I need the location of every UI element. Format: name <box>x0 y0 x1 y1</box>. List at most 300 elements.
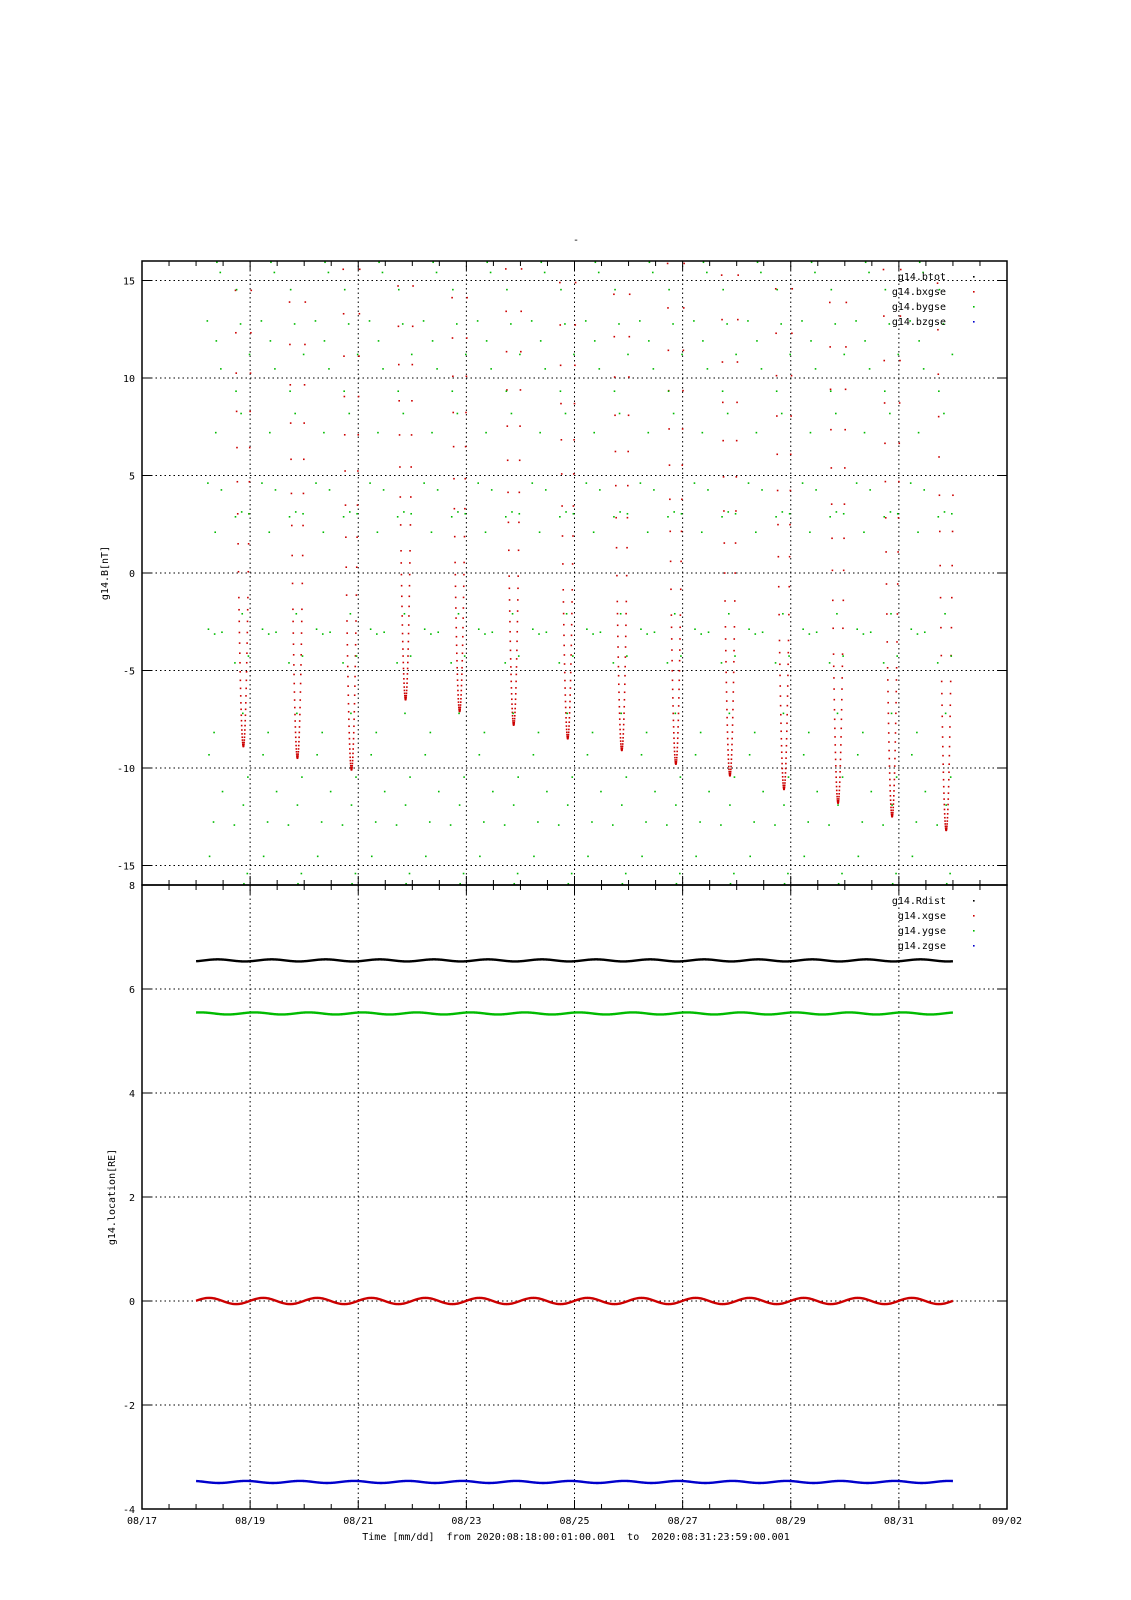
data-point <box>352 763 354 765</box>
data-point <box>438 791 440 793</box>
data-point <box>250 372 252 374</box>
y-axis-ticks <box>123 881 1007 1516</box>
data-point <box>342 662 344 664</box>
data-point <box>565 694 567 696</box>
data-point <box>729 804 731 806</box>
data-point <box>457 685 459 687</box>
data-point <box>653 368 655 370</box>
data-point <box>673 413 675 415</box>
data-point <box>304 344 306 346</box>
data-point <box>409 574 411 576</box>
data-point <box>788 776 790 778</box>
data-point <box>383 489 385 491</box>
data-point <box>893 785 895 787</box>
data-point <box>780 730 782 732</box>
legend <box>892 896 975 952</box>
data-point <box>670 588 672 590</box>
data-point <box>344 289 346 291</box>
data-point <box>779 663 781 665</box>
data-point <box>943 779 945 781</box>
data-point <box>573 354 575 356</box>
data-point <box>857 754 859 756</box>
data-point <box>778 614 780 616</box>
data-point <box>512 718 514 720</box>
data-point <box>463 574 465 576</box>
data-point <box>786 738 788 740</box>
legend-marker <box>973 930 975 932</box>
data-point <box>571 776 573 778</box>
data-point <box>787 663 789 665</box>
data-point <box>348 725 350 727</box>
data-point <box>598 272 600 274</box>
data-point <box>293 674 295 676</box>
data-point <box>815 489 817 491</box>
data-point <box>317 856 319 858</box>
data-point <box>275 631 277 633</box>
data-point <box>479 754 481 756</box>
data-point <box>679 660 681 662</box>
data-point <box>328 368 330 370</box>
data-point <box>938 416 940 418</box>
data-point <box>464 513 466 515</box>
data-point <box>774 824 776 826</box>
data-point <box>777 524 779 526</box>
data-point <box>837 713 839 715</box>
data-point <box>834 709 836 711</box>
data-point <box>941 716 943 718</box>
data-point <box>731 754 733 756</box>
data-point <box>359 268 361 270</box>
data-point <box>645 821 647 823</box>
data-point <box>491 489 493 491</box>
data-point <box>786 730 788 732</box>
data-point <box>730 773 732 775</box>
data-point <box>463 776 465 778</box>
data-point <box>399 466 401 468</box>
data-point <box>918 432 920 434</box>
data-point <box>707 489 709 491</box>
data-point <box>572 535 574 537</box>
data-point <box>321 732 323 734</box>
data-point <box>460 704 462 706</box>
data-point <box>504 824 506 826</box>
data-point <box>411 400 413 402</box>
data-point <box>409 776 411 778</box>
data-point <box>777 490 779 492</box>
data-point <box>344 434 346 436</box>
data-point <box>268 633 270 635</box>
data-point <box>674 757 676 759</box>
data-point <box>236 411 238 413</box>
data-point <box>947 798 949 800</box>
data-point <box>918 340 920 342</box>
data-point <box>674 613 676 615</box>
data-point <box>624 675 626 677</box>
data-point <box>357 354 359 356</box>
data-point <box>838 793 840 795</box>
data-point <box>560 403 562 405</box>
data-point <box>672 713 674 715</box>
data-point <box>240 695 242 697</box>
data-point <box>780 722 782 724</box>
data-point <box>248 513 250 515</box>
data-point <box>292 608 294 610</box>
data-point <box>455 585 457 587</box>
data-point <box>237 513 239 515</box>
data-point <box>436 272 438 274</box>
data-point <box>708 791 710 793</box>
data-point <box>573 439 575 441</box>
data-point <box>676 759 678 761</box>
data-point <box>288 824 290 826</box>
data-point <box>615 485 617 487</box>
data-point <box>569 707 571 709</box>
data-point <box>299 707 301 709</box>
data-point <box>845 389 847 391</box>
data-point <box>397 516 399 518</box>
x-tick-label: 09/02 <box>991 1516 1023 1527</box>
x-tick-label: 08/29 <box>775 1516 806 1527</box>
data-point <box>728 766 730 768</box>
data-point <box>405 697 407 699</box>
data-point <box>351 765 353 767</box>
data-point <box>891 812 893 814</box>
data-point <box>830 389 832 391</box>
data-point <box>843 354 845 356</box>
data-point <box>945 713 947 715</box>
data-point <box>762 791 764 793</box>
data-point <box>432 340 434 342</box>
data-point <box>883 516 885 518</box>
data-point <box>898 517 900 519</box>
data-point <box>840 765 842 767</box>
data-point <box>678 689 680 691</box>
data-point <box>296 748 298 750</box>
data-point <box>895 741 897 743</box>
data-point <box>244 725 246 727</box>
data-point <box>734 776 736 778</box>
data-point <box>706 272 708 274</box>
data-point <box>242 742 244 744</box>
data-point <box>816 631 818 633</box>
data-point <box>545 489 547 491</box>
data-point <box>787 873 789 875</box>
data-point <box>409 585 411 587</box>
data-point <box>780 695 782 697</box>
data-point <box>840 744 842 746</box>
data-point <box>782 779 784 781</box>
data-point <box>370 628 372 630</box>
data-point <box>490 272 492 274</box>
data-point <box>571 635 573 637</box>
data-point <box>778 586 780 588</box>
data-point <box>677 737 679 739</box>
data-point <box>454 536 456 538</box>
data-point <box>619 712 621 714</box>
data-point <box>350 713 352 715</box>
data-point <box>619 724 621 726</box>
data-point <box>885 517 887 519</box>
data-point <box>952 354 954 356</box>
data-point <box>294 707 296 709</box>
data-point <box>290 458 292 460</box>
data-point <box>856 482 858 484</box>
data-point <box>510 681 512 683</box>
data-point <box>347 676 349 678</box>
data-point <box>672 689 674 691</box>
data-point <box>947 809 949 811</box>
data-point <box>892 809 894 811</box>
data-point <box>569 701 571 703</box>
data-point <box>613 293 615 295</box>
data-point <box>619 718 621 720</box>
data-point <box>593 531 595 533</box>
data-point <box>616 575 618 577</box>
data-point <box>404 692 406 694</box>
data-point <box>575 282 577 284</box>
data-point <box>491 631 493 633</box>
y-tick-label: 2 <box>128 1193 135 1204</box>
data-point <box>456 660 458 662</box>
data-point <box>730 766 732 768</box>
data-point <box>734 572 736 574</box>
data-point <box>462 644 464 646</box>
data-point <box>941 704 943 706</box>
data-point <box>628 414 630 416</box>
data-point <box>887 691 889 693</box>
legend-marker <box>973 276 975 278</box>
data-point <box>681 464 683 466</box>
data-point <box>570 687 572 689</box>
legend-entry: g14.bygse <box>891 302 946 313</box>
data-point <box>396 824 398 826</box>
data-point <box>862 732 864 734</box>
data-point <box>586 482 588 484</box>
data-point <box>591 821 593 823</box>
data-point <box>316 754 318 756</box>
data-point <box>785 757 787 759</box>
data-point <box>618 675 620 677</box>
data-point <box>889 772 891 774</box>
data-point <box>424 754 426 756</box>
data-point <box>624 691 626 693</box>
data-point <box>565 413 567 415</box>
data-point <box>680 561 682 563</box>
data-point <box>843 570 845 572</box>
data-point <box>377 531 379 533</box>
data-point <box>889 785 891 787</box>
data-point <box>400 524 402 526</box>
data-point <box>350 760 352 762</box>
data-point <box>888 750 890 752</box>
data-point <box>626 776 628 778</box>
data-point <box>300 674 302 676</box>
data-point <box>946 823 948 825</box>
data-point <box>349 753 351 755</box>
data-point <box>620 713 622 715</box>
data-point <box>669 498 671 500</box>
data-point <box>669 531 671 533</box>
data-point <box>923 489 925 491</box>
data-point <box>401 585 403 587</box>
data-point <box>618 691 620 693</box>
data-point <box>456 323 458 325</box>
data-point <box>787 685 789 687</box>
data-point <box>863 531 865 533</box>
data-point <box>346 632 348 634</box>
data-point <box>403 511 405 513</box>
data-point <box>242 713 244 715</box>
data-point <box>358 355 360 357</box>
data-point <box>836 511 838 513</box>
data-point <box>358 396 360 398</box>
data-point <box>452 375 454 377</box>
data-point <box>291 525 293 527</box>
data-point <box>437 631 439 633</box>
data-point <box>486 340 488 342</box>
data-point <box>243 743 245 745</box>
series-line-g14-ygse <box>196 1012 953 1014</box>
data-point <box>725 672 727 674</box>
data-point <box>423 482 425 484</box>
data-lines <box>196 959 953 1483</box>
data-point <box>780 714 782 716</box>
data-point <box>884 443 886 445</box>
data-point <box>680 776 682 778</box>
data-point <box>791 375 793 377</box>
data-point <box>802 482 804 484</box>
data-point <box>570 663 572 665</box>
data-point <box>354 666 356 668</box>
data-point <box>303 458 305 460</box>
data-point <box>571 613 573 615</box>
data-point <box>672 670 674 672</box>
data-point <box>513 722 515 724</box>
data-point <box>404 690 406 692</box>
data-point <box>786 745 788 747</box>
data-point <box>721 319 723 321</box>
data-point <box>888 723 890 725</box>
data-point <box>668 350 670 352</box>
data-point <box>830 429 832 431</box>
data-point <box>569 694 571 696</box>
data-point <box>844 429 846 431</box>
data-point <box>461 679 463 681</box>
data-point <box>708 631 710 633</box>
data-point <box>511 698 513 700</box>
data-point <box>683 263 685 265</box>
data-point <box>515 681 517 683</box>
data-point <box>889 413 891 415</box>
data-point <box>409 562 411 564</box>
data-point <box>243 742 245 744</box>
data-point <box>507 492 509 494</box>
data-point <box>828 824 830 826</box>
data-point <box>506 425 508 427</box>
data-point <box>352 748 354 750</box>
data-point <box>626 601 628 603</box>
data-point <box>944 823 946 825</box>
data-point <box>569 712 571 714</box>
data-point <box>887 679 889 681</box>
data-point <box>676 757 678 759</box>
data-point <box>354 694 356 696</box>
data-point <box>835 765 837 767</box>
data-point <box>732 709 734 711</box>
data-point <box>841 688 843 690</box>
data-point <box>477 482 479 484</box>
data-point <box>323 432 325 434</box>
legend-marker <box>973 306 975 308</box>
data-point <box>669 464 671 466</box>
data-point <box>625 646 627 648</box>
data-point <box>670 561 672 563</box>
data-point <box>521 268 523 270</box>
data-point <box>733 638 735 640</box>
data-point <box>950 681 952 683</box>
data-point <box>466 375 468 377</box>
data-point <box>352 760 354 762</box>
data-point <box>407 662 409 664</box>
data-point <box>457 413 459 415</box>
data-point <box>888 713 890 715</box>
data-point <box>839 781 841 783</box>
data-point <box>674 759 676 761</box>
data-point <box>509 599 511 601</box>
data-point <box>351 767 353 769</box>
data-point <box>565 701 567 703</box>
data-point <box>515 693 517 695</box>
data-point <box>627 485 629 487</box>
data-point <box>829 516 831 518</box>
data-point <box>294 323 296 325</box>
data-point <box>802 628 804 630</box>
data-point <box>836 613 838 615</box>
data-point <box>403 682 405 684</box>
data-point <box>322 633 324 635</box>
data-point <box>619 729 621 731</box>
data-point <box>892 812 894 814</box>
data-point <box>492 791 494 793</box>
data-point <box>893 799 895 801</box>
data-point <box>516 658 518 660</box>
data-point <box>234 824 236 826</box>
data-point <box>952 531 954 533</box>
data-point <box>296 753 298 755</box>
data-point <box>456 636 458 638</box>
data-point <box>726 700 728 702</box>
data-point <box>776 289 778 291</box>
data-point <box>861 821 863 823</box>
data-point <box>841 699 843 701</box>
data-point <box>570 654 572 656</box>
data-point <box>382 368 384 370</box>
data-point <box>841 873 843 875</box>
data-point <box>639 320 641 322</box>
data-point <box>220 368 222 370</box>
data-point <box>917 633 919 635</box>
data-point <box>412 364 414 366</box>
data-point <box>894 750 896 752</box>
data-point <box>464 536 466 538</box>
data-point <box>592 732 594 734</box>
data-point <box>892 814 894 816</box>
y-tick-label: -10 <box>116 764 135 775</box>
data-point <box>615 451 617 453</box>
data-point <box>842 776 844 778</box>
data-point <box>836 786 838 788</box>
data-point <box>787 705 789 707</box>
